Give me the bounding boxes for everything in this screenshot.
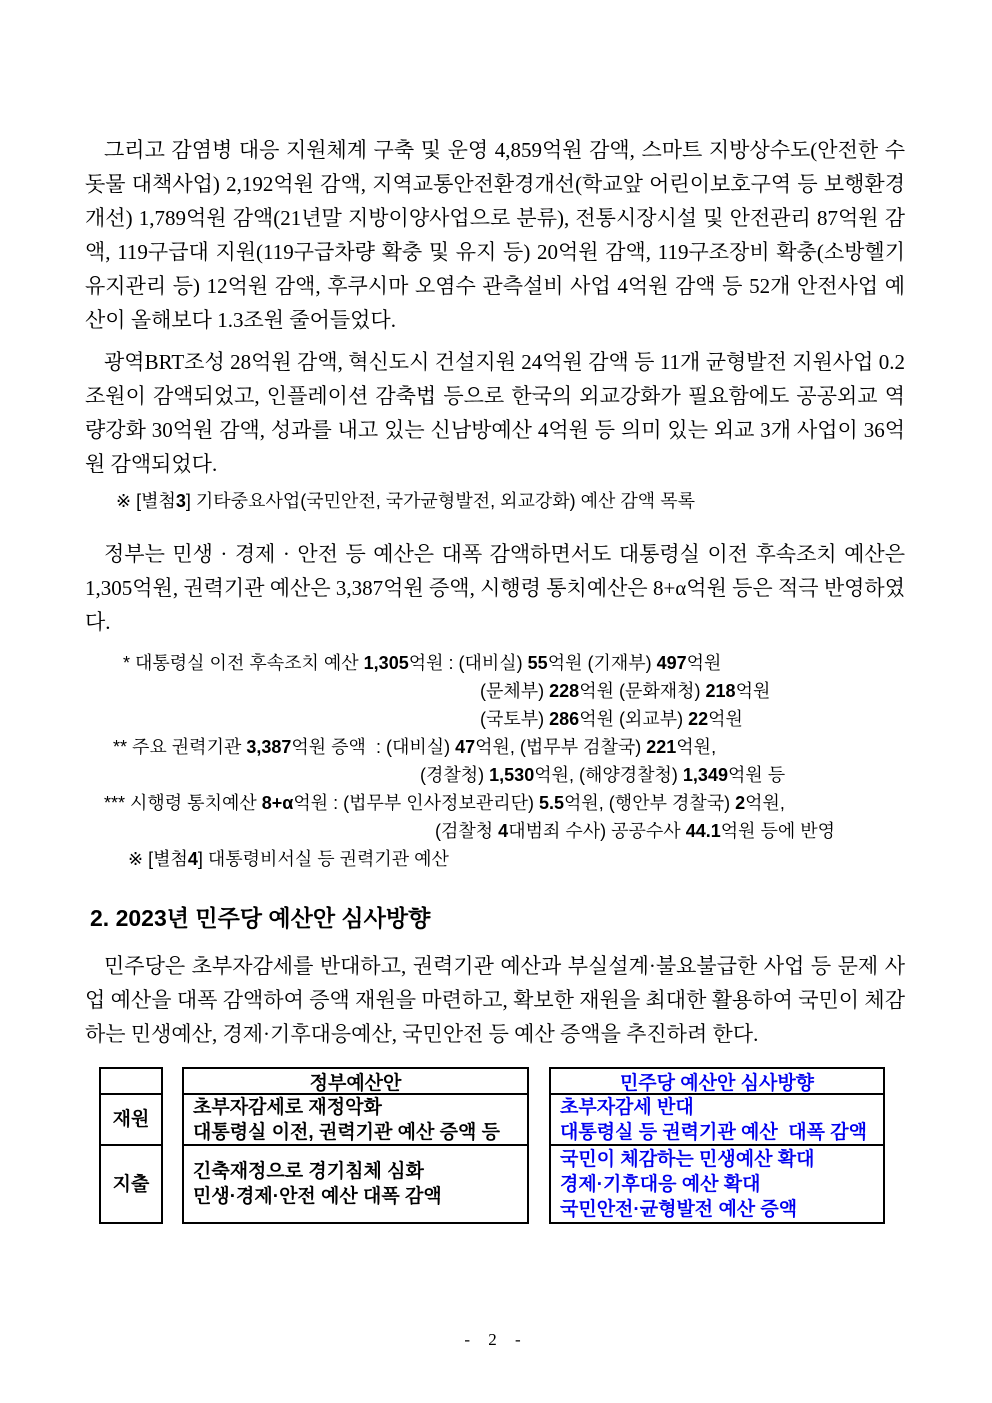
dp-spending-line2: 경제·기후대응 예산 확대 [560, 1173, 761, 1195]
footnote-presidential-office-line2: (문체부) 228억원 (문화재청) 218억원 [480, 681, 771, 701]
row-label-revenue-text: 재원 [112, 1109, 150, 1130]
footnote-presidential-office-line3: (국토부) 286억원 (외교부) 22억원 [480, 709, 743, 729]
gov-budget-box [182, 1067, 529, 1224]
row-label-box [99, 1067, 163, 1224]
footnote-presidential-office-line1: * 대통령실 이전 후속조치 예산 1,305억원 : (대비실) 55억원 (기재부) 497억원 [123, 653, 722, 673]
gov-revenue-line2: 대통령실 이전, 권력기관 예산 증액 등 [193, 1121, 500, 1143]
paragraph-safety-budget-cuts: 그리고 감염병 대응 지원체계 구축 및 운영 4,859억원 감액, 스마트 지방상수도(안전한 수돗물 대책사업) 2,192억원 감액, 지역교통안전환경개선(학교앞 어린이보호구역 등 보행환경 개선) 1,789억원 감액(21년말 지방이양사업으로 분류), 전통시장시설 및 안전관리 87억원 감액, 119구급대 지원(119구급차량 확충 및 유지 등) 20억원 감액, 119구조장비 확충(소방헬기 유지관리 등) 12억원 감액, 후쿠시마 오염수 관측설비 사업 4억원 감액 등 52개 안전사업 예산이 올해보다 1.3조원 줄어들었다. [85, 138, 905, 332]
row-label-header-cell-empty [101, 1069, 161, 1095]
gov-spending-cell [184, 1146, 527, 1222]
section2-heading: 2. 2023년 민주당 예산안 심사방향 [90, 905, 431, 931]
gov-spending-line2: 민생·경제·안전 예산 대폭 감액 [193, 1186, 442, 1207]
appendix4-note: ※ [별첨4] 대통령비서실 등 권력기관 예산 [128, 849, 449, 869]
page-number: - 2 - [464, 1330, 528, 1349]
gov-revenue-cell [184, 1095, 527, 1146]
footnote-power-agencies-line2: (경찰청) 1,530억원, (해양경찰청) 1,349억원 등 [420, 765, 786, 785]
dp-spending-cell [551, 1146, 883, 1222]
dp-spending-line3: 국민안전·균형발전 예산 증액 [560, 1198, 798, 1220]
appendix3-note: ※ [별첨3] 기타중요사업(국민안전, 국가균형발전, 외교강화) 예산 감액 목록 [116, 491, 695, 511]
row-label-revenue [101, 1095, 161, 1146]
gov-budget-header: 정부예산안 [184, 1069, 527, 1095]
dp-revenue-line1: 초부자감세 반대 [560, 1096, 694, 1118]
dp-spending-line1: 국민이 체감하는 민생예산 확대 [560, 1148, 815, 1170]
dp-review-header: 민주당 예산안 심사방향 [551, 1069, 883, 1095]
gov-revenue-line1: 초부자감세로 재정악화 [193, 1096, 382, 1118]
comparison-tables [85, 1067, 905, 1224]
dp-revenue-line2: 대통령실 등 권력기관 예산 대폭 감액 [560, 1121, 867, 1143]
dp-review-box [549, 1067, 885, 1224]
paragraph-balance-diplomacy-cuts: 광역BRT조성 28억원 감액, 혁신도시 건설지원 24억원 감액 등 11개 균형발전 지원사업 0.2조원이 감액되었고, 인플레이션 감축법 등으로 한국의 외교강화가 필요함에도 공공외교 역량강화 30억원 감액, 성과를 내고 있는 신남방예산 4억원 등 의미 있는 외교 3개 사업이 36억원 감액되었다. [85, 350, 905, 476]
gov-spending-line1: 긴축재정으로 경기침체 심화 [193, 1161, 424, 1182]
row-label-spending-text: 지출 [112, 1173, 150, 1195]
footnote-decree-budget-line1: *** 시행령 통치예산 8+α억원 : (법무부 인사정보관리단) 5.5억원, (행안부 경찰국) 2억원, [104, 793, 785, 813]
dp-revenue-cell [551, 1095, 883, 1146]
row-label-spending [101, 1146, 161, 1222]
paragraph-dp-review-direction: 민주당은 초부자감세를 반대하고, 권력기관 예산과 부실설계·불요불급한 사업 등 문제 사업 예산을 대폭 감액하여 증액 재원을 마련하고, 확보한 재원을 최대한 활용하여 국민이 체감하는 민생예산, 경제·기후대응예산, 국민안전 등 예산 증액을 추진하려 한다. [85, 954, 905, 1046]
footnote-decree-budget-line2: (검찰청 4대범죄 수사) 공공수사 44.1억원 등에 반영 [435, 821, 836, 841]
footnote-power-agencies-line1: ** 주요 권력기관 3,387억원 증액 : (대비실) 47억원, (법무부 검찰국) 221억원, [113, 737, 717, 757]
paragraph-gov-increases: 정부는 민생 · 경제 · 안전 등 예산은 대폭 감액하면서도 대통령실 이전 후속조치 예산은 1,305억원, 권력기관 예산은 3,387억원 증액, 시행령 통치예산은 8+α억원 등은 적극 반영하였다. [85, 542, 905, 634]
footnotes-block [85, 649, 905, 873]
